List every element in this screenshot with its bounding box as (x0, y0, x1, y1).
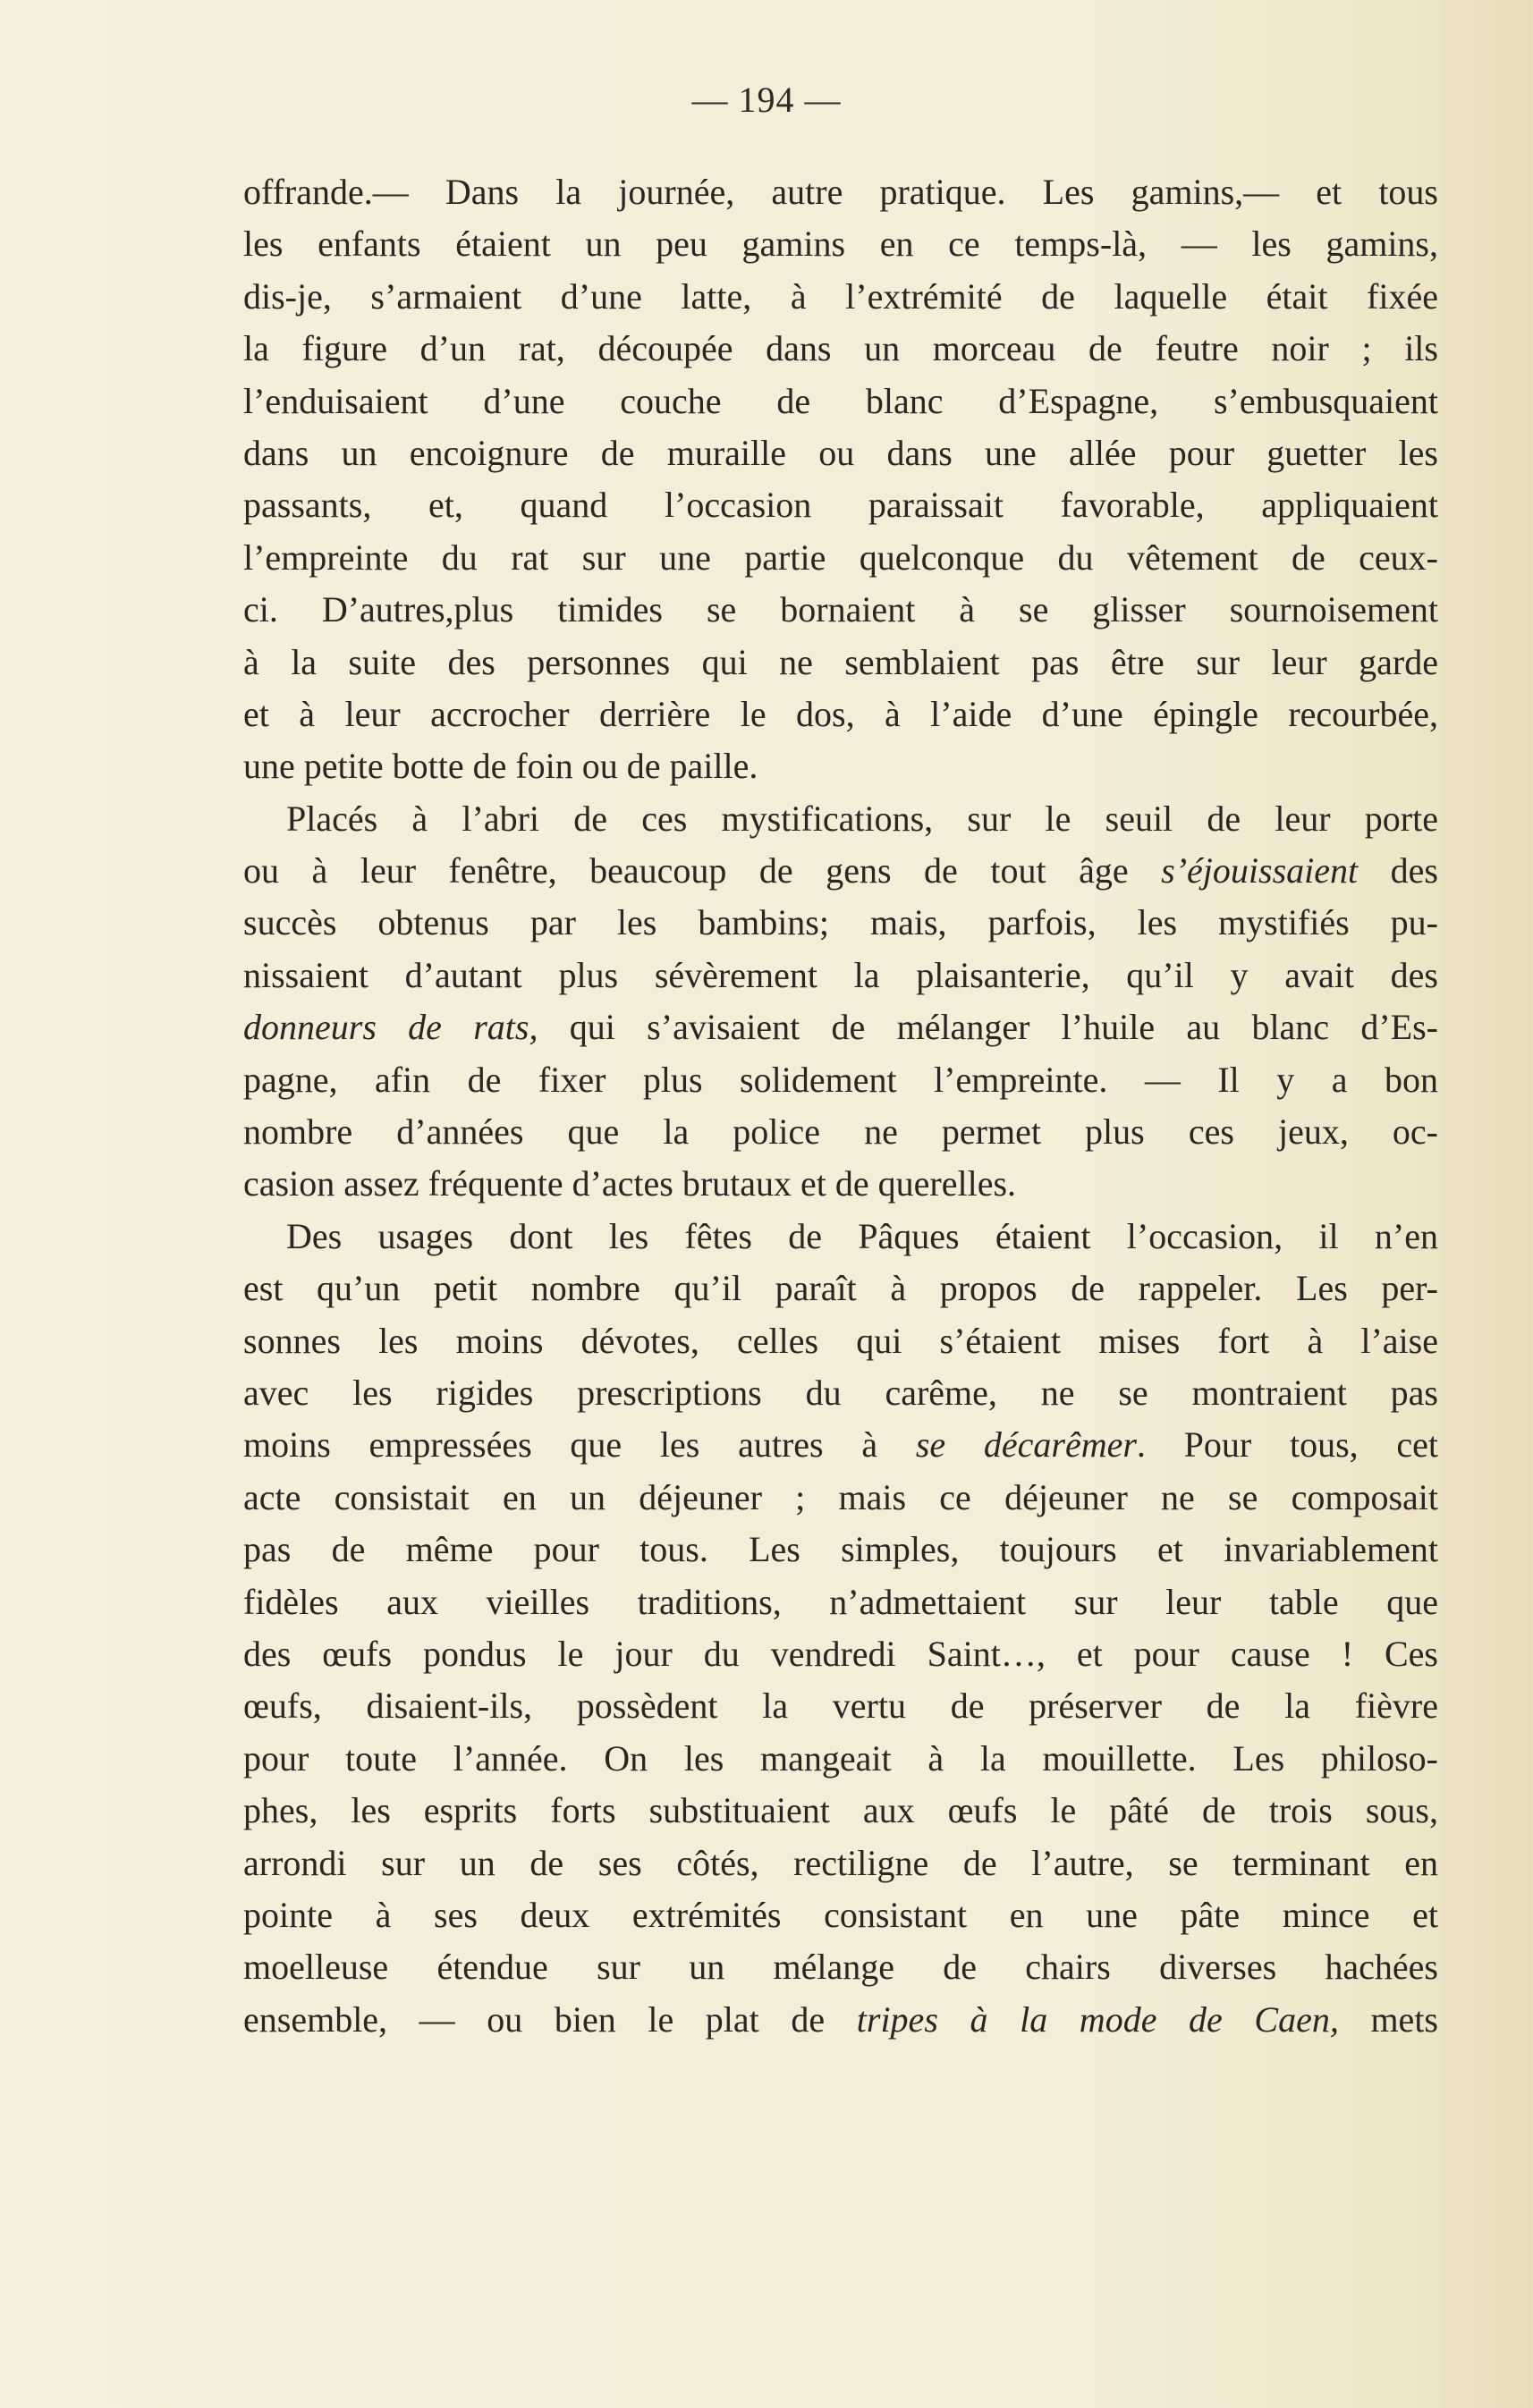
text-segment: acte consistait en un déjeuner ; mais ce déjeuner ne se composait (243, 1476, 1438, 1517)
text-line (243, 479, 1438, 531)
text-segment: ensemble, — ou bien le plat de (243, 1998, 857, 2040)
text-segment: la figure d’un rat, découpée dans un morceau de feutre noir ; ils (243, 328, 1438, 369)
text-segment: les enfants étaient un peu gamins en ce temps-là, — les gamins, (243, 224, 1438, 265)
text-line (243, 376, 1438, 427)
text-segment: est qu’un petit nombre qu’il paraît à propos de rappeler. Les per- (243, 1268, 1438, 1309)
text-segment: phes, les esprits forts substituaient aux œufs le pâté de trois sous, (243, 1790, 1438, 1831)
text-segment: moelleuse étendue sur un mélange de chairs diverses hachées (243, 1947, 1438, 1988)
italic-text-segment: se décarêmer (915, 1424, 1137, 1466)
text-line (243, 1158, 1438, 1210)
text-line (243, 845, 1438, 897)
text-line (243, 166, 1438, 218)
text-line (243, 1838, 1438, 1889)
italic-text-segment: tripes à la mode de Caen, (856, 1998, 1339, 2040)
italic-text-segment: donneurs de rats, (243, 1007, 538, 1048)
text-line (243, 1994, 1438, 2046)
text-line (243, 1576, 1438, 1628)
text-line (243, 1367, 1438, 1419)
text-line (243, 271, 1438, 323)
text-line (243, 1889, 1438, 1941)
text-segment: dans un encoignure de muraille ou dans une allée pour guetter les (243, 432, 1438, 473)
text-line (243, 1472, 1438, 1524)
text-line (243, 1106, 1438, 1158)
text-line (243, 1054, 1438, 1106)
text-segment: œufs, disaient-ils, possèdent la vertu de préserver de la fièvre (243, 1686, 1438, 1727)
text-segment: des œufs pondus le jour du vendredi Saint…, et pour cause ! Ces (243, 1633, 1438, 1674)
text-line (243, 793, 1438, 845)
text-line (243, 427, 1438, 479)
text-line (243, 1001, 1438, 1053)
text-segment: pour toute l’année. On les mangeait à la mouillette. Les philoso- (243, 1737, 1438, 1779)
text-segment: mets (1338, 1998, 1438, 2040)
text-segment: pointe à ses deux extrémités consistant en une pâte mince et (243, 1894, 1438, 1935)
text-segment: ci. D’autres,plus timides se bornaient à se glisser sournoisement (243, 589, 1438, 630)
text-segment: l’enduisaient d’une couche de blanc d’Espagne, s’embusquaient (243, 380, 1438, 421)
text-segment: à la suite des personnes qui ne semblaient pas être sur leur garde (243, 641, 1438, 682)
text-line (243, 1628, 1438, 1680)
text-line (243, 897, 1438, 949)
text-line (243, 950, 1438, 1001)
text-segment: une petite botte de foin ou de paille. (243, 746, 758, 787)
body-text (243, 166, 1438, 2046)
text-segment: . Pour tous, cet (1136, 1424, 1438, 1466)
text-segment: qui s’avisaient de mélanger l’huile au blanc d’Es- (538, 1007, 1438, 1048)
text-segment: et à leur accrocher derrière le dos, à l’aide d’une épingle recourbée, (243, 693, 1438, 734)
text-segment: pagne, afin de fixer plus solidement l’empreinte. — Il y a bon (243, 1059, 1438, 1100)
text-segment: nissaient d’autant plus sévèrement la plaisanterie, qu’il y avait des (243, 954, 1438, 995)
text-line (243, 1524, 1438, 1576)
text-segment: Placés à l’abri de ces mystifications, sur le seuil de leur porte (286, 798, 1438, 839)
text-segment: moins empressées que les autres à (243, 1424, 916, 1466)
page-number: — 194 — (691, 80, 842, 120)
text-segment: succès obtenus par les bambins; mais, parfois, les mystifiés pu- (243, 902, 1438, 943)
text-segment: ou à leur fenêtre, beaucoup de gens de tout âge (243, 850, 1162, 891)
text-segment: l’empreinte du rat sur une partie quelconque du vêtement de ceux- (243, 537, 1438, 578)
text-segment: passants, et, quand l’occasion paraissait favorable, appliquaient (243, 485, 1438, 526)
text-line (243, 1419, 1438, 1471)
text-line (243, 740, 1438, 792)
text-line (243, 584, 1438, 636)
text-line (243, 1680, 1438, 1732)
text-segment: casion assez fréquente d’actes brutaux et de querelles. (243, 1163, 1017, 1204)
text-line (243, 1941, 1438, 1993)
text-segment: pas de même pour tous. Les simples, toujours et invariablement (243, 1529, 1438, 1570)
text-line (243, 1263, 1438, 1314)
text-segment: arrondi sur un de ses côtés, rectiligne de l’autre, se terminant en (243, 1842, 1438, 1883)
italic-text-segment: s’éjouissaient (1161, 850, 1359, 891)
text-segment: fidèles aux vieilles traditions, n’admettaient sur leur table que (243, 1581, 1438, 1622)
text-line (243, 1315, 1438, 1367)
text-line (243, 1211, 1438, 1263)
text-line (243, 1733, 1438, 1785)
text-segment: des (1358, 850, 1438, 891)
text-segment: sonnes les moins dévotes, celles qui s’étaient mises fort à l’aise (243, 1320, 1438, 1361)
text-line (243, 689, 1438, 740)
text-segment: avec les rigides prescriptions du carême, ne se montraient pas (243, 1372, 1438, 1413)
text-segment: Des usages dont les fêtes de Pâques étaient l’occasion, il n’en (286, 1215, 1438, 1256)
text-segment: dis-je, s’armaient d’une latte, à l’extrémité de laquelle était fixée (243, 275, 1438, 317)
text-line (243, 1785, 1438, 1837)
text-line (243, 532, 1438, 584)
text-line (243, 323, 1438, 375)
text-line (243, 218, 1438, 270)
text-line (243, 637, 1438, 689)
text-segment: nombre d’années que la police ne permet plus ces jeux, oc- (243, 1111, 1438, 1153)
text-segment: offrande.— Dans la journée, autre pratique. Les gamins,— et tous (243, 172, 1438, 212)
